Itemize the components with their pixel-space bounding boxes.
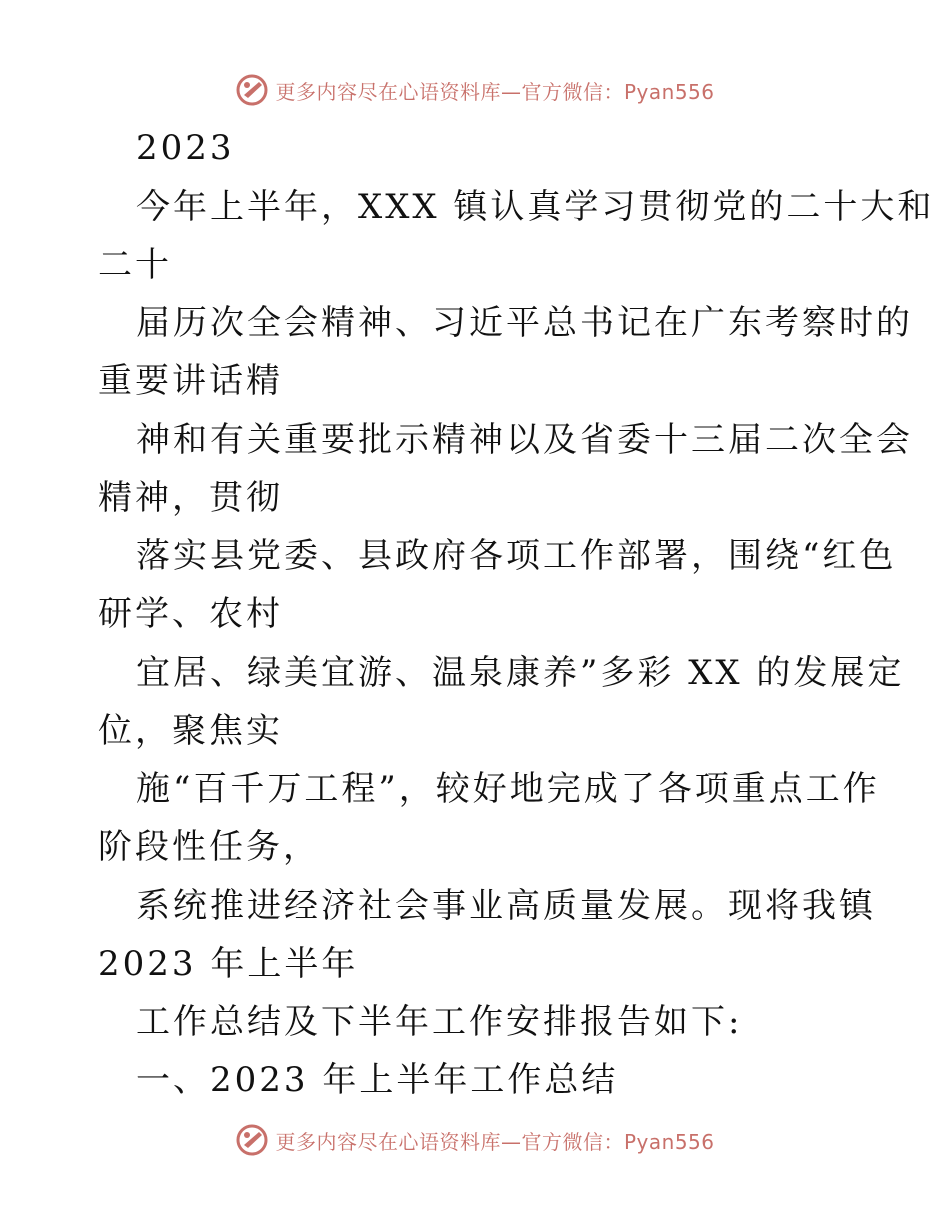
text-line: 宜居、绿美宜游、温泉康养”多彩 XX 的发展定 [136, 653, 905, 693]
text-line: 2023 [136, 128, 235, 168]
text-line: 研学、农村 [98, 594, 283, 634]
text-line: 神和有关重要批示精神以及省委十三届二次全会 [136, 420, 913, 460]
seal-logo-icon [235, 73, 269, 107]
seal-logo-icon [235, 1123, 269, 1157]
text-line: 工作总结及下半年工作安排报告如下: [136, 1002, 743, 1042]
watermark-wechat-id: Pyan556 [623, 79, 715, 104]
text-line: 系统推进经济社会事业高质量发展。现将我镇 [136, 886, 876, 926]
watermark-wechat-id: Pyan556 [623, 1129, 715, 1154]
watermark-text-cn: 更多内容尽在心语资料库—官方微信： [275, 79, 624, 104]
header-watermark [0, 70, 950, 110]
text-line: 施“百千万工程”，较好地完成了各项重点工作 [136, 769, 880, 809]
text-line: 落实县党委、县政府各项工作部署，围绕“红色 [136, 536, 897, 576]
text-line: 2023 年上半年 [98, 944, 359, 984]
watermark [235, 1123, 714, 1157]
watermark-text [275, 76, 714, 105]
watermark [235, 73, 714, 107]
text-line: 阶段性任务， [98, 827, 320, 867]
watermark-text-cn: 更多内容尽在心语资料库—官方微信： [275, 1129, 624, 1154]
text-line: 二十 [98, 245, 172, 285]
text-line: 重要讲话精 [98, 361, 283, 401]
watermark-text [275, 1126, 714, 1155]
text-line: 一、2023 年上半年工作总结 [136, 1060, 619, 1100]
text-line: 精神，贯彻 [98, 478, 283, 518]
text-line: 位，聚焦实 [98, 711, 283, 751]
footer-watermark [0, 1120, 950, 1160]
text-line: 届历次全会精神、习近平总书记在广东考察时的 [136, 303, 913, 343]
text-line: 今年上半年，XXX 镇认真学习贯彻党的二十大和 [136, 187, 935, 227]
